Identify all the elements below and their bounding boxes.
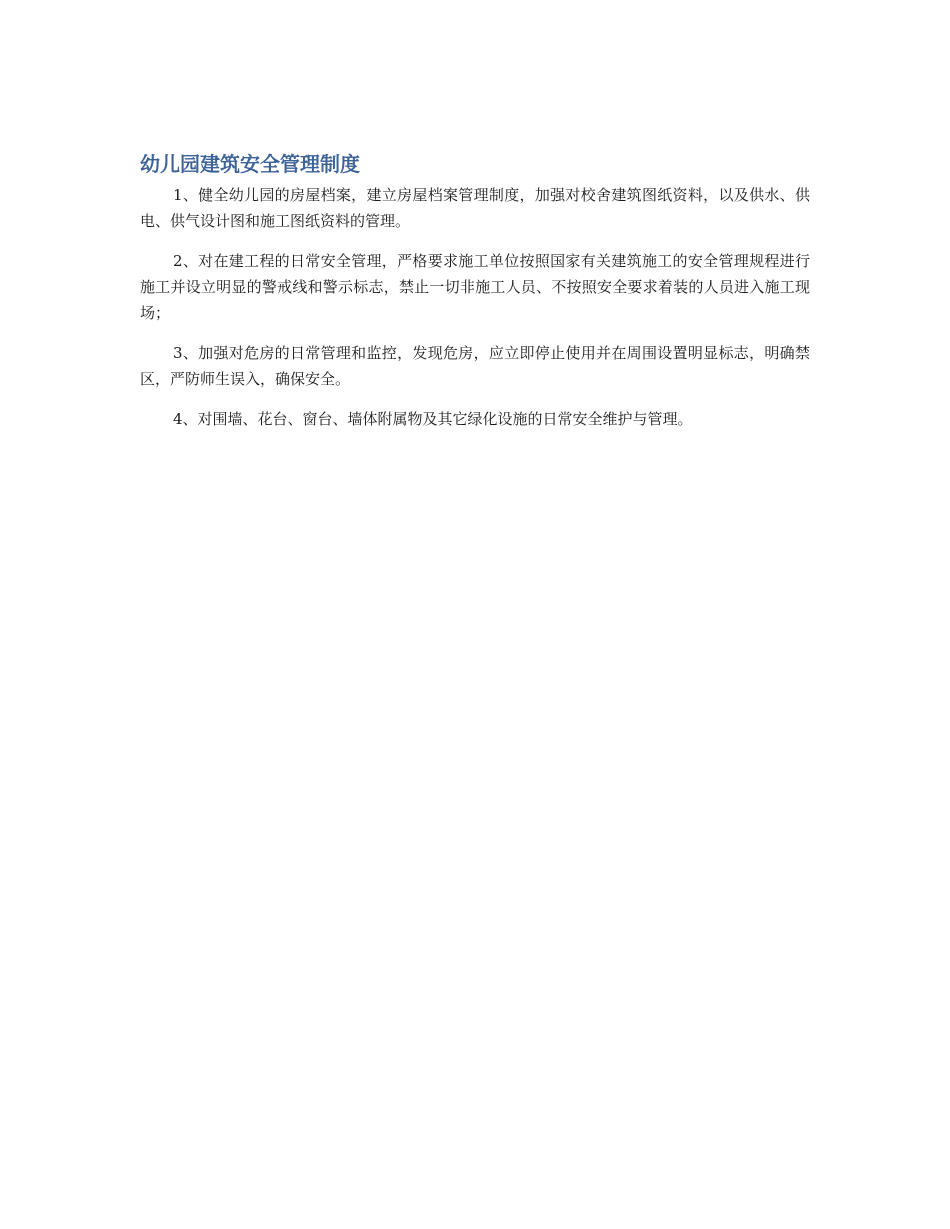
- paragraph-2: 2、对在建工程的日常安全管理，严格要求施工单位按照国家有关建筑施工的安全管理规程进行施工并设立明显的警戒线和警示标志，禁止一切非施工人员、不按照安全要求着装的人员进入施工现场；: [140, 252, 810, 322]
- paragraph-4: 4、对围墙、花台、窗台、墙体附属物及其它绿化设施的日常安全维护与管理。: [173, 410, 693, 428]
- document-title: 幼儿园建筑安全管理制度: [140, 152, 360, 176]
- paragraph-3: 3、加强对危房的日常管理和监控，发现危房，应立即停止使用并在周围设置明显标志，明确禁区，严防师生误入，确保安全。: [140, 344, 810, 388]
- paragraph-1: 1、健全幼儿园的房屋档案，建立房屋档案管理制度，加强对校舍建筑图纸资料，以及供水、供电、供气设计图和施工图纸资料的管理。: [140, 186, 810, 230]
- document-body: [140, 150, 810, 446]
